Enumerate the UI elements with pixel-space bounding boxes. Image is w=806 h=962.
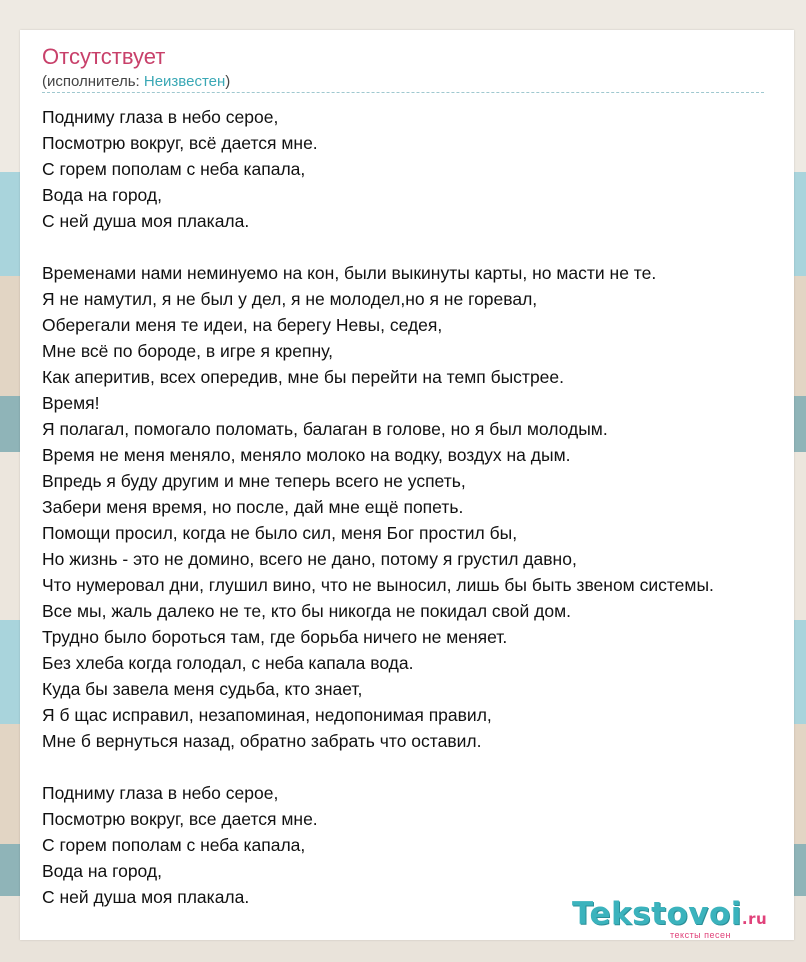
logo-tld: .ru [741,910,768,928]
site-logo[interactable] [572,896,792,944]
lyrics-blank-line [42,754,806,780]
lyrics-line: Время не меня меняло, меняло молоко на водку, воздух на дым. [42,445,571,465]
song-title: Отсутствует [42,44,166,69]
lyrics-line: Куда бы завела меня судьба, кто знает, [42,679,363,699]
lyrics-line: Вода на город, [42,861,162,881]
lyrics-card [20,30,794,940]
lyrics-line: Посмотрю вокруг, все дается мне. [42,809,318,829]
lyrics-line: Мне б вернуться назад, обратно забрать что оставил. [42,731,482,751]
song-artist-line [42,73,230,91]
lyrics-line: Без хлеба когда голодал, с неба капала вода. [42,653,414,673]
lyrics-line: Время! [42,393,100,413]
lyrics-line: Мне всё по бороде, в игре я крепну, [42,341,333,361]
title-divider [42,92,764,93]
logo-name: Tekstovoi [572,896,742,932]
lyrics-line: Забери меня время, но после, дай мне ещё попеть. [42,497,464,517]
lyrics-blank-line [42,234,806,260]
lyrics-line: С ней душа моя плакала. [42,887,250,907]
lyrics-line: Как аперитив, всех опередив, мне бы перейти на темп быстрее. [42,367,565,387]
lyrics-line: Все мы, жаль далеко не те, кто бы никогда не покидал свой дом. [42,601,571,621]
lyrics-line: Подниму глаза в небо серое, [42,783,279,803]
artist-suffix: ) [225,73,231,90]
lyrics-line: Я б щас исправил, незапоминая, недопонимая правил, [42,705,492,725]
lyrics-line: Впредь я буду другим и мне теперь всего не успеть, [42,471,466,491]
lyrics-line: С горем пополам с неба капала, [42,159,306,179]
lyrics-line: Посмотрю вокруг, всё дается мне. [42,133,318,153]
lyrics-text [42,104,806,910]
lyrics-line: Но жизнь - это не домино, всего не дано, потому я грустил давно, [42,549,577,569]
lyrics-line: Подниму глаза в небо серое, [42,107,279,127]
lyrics-line: Что нумеровал дни, глушил вино, что не выносил, лишь бы быть звеном системы. [42,575,714,595]
lyrics-line: Я полагал, помогало поломать, балаган в голове, но я был молодым. [42,419,608,439]
lyrics-line: Я не намутил, я не был у дел, я не молодел,но я не горевал, [42,289,538,309]
artist-prefix: (исполнитель: [42,73,144,90]
lyrics-line: Трудно было бороться там, где борьба ничего не меняет. [42,627,508,647]
lyrics-line: Временами нами неминуемо на кон, были выкинуты карты, но масти не те. [42,263,657,283]
lyrics-line: Оберегали меня те идеи, на берегу Невы, седея, [42,315,443,335]
logo-tagline: тексты песен [670,930,732,940]
lyrics-line: С ней душа моя плакала. [42,211,250,231]
lyrics-line: С горем пополам с неба капала, [42,835,306,855]
lyrics-line: Помощи просил, когда не было сил, меня Бог простил бы, [42,523,518,543]
artist-link[interactable]: Неизвестен [143,73,226,90]
lyrics-line: Вода на город, [42,185,162,205]
